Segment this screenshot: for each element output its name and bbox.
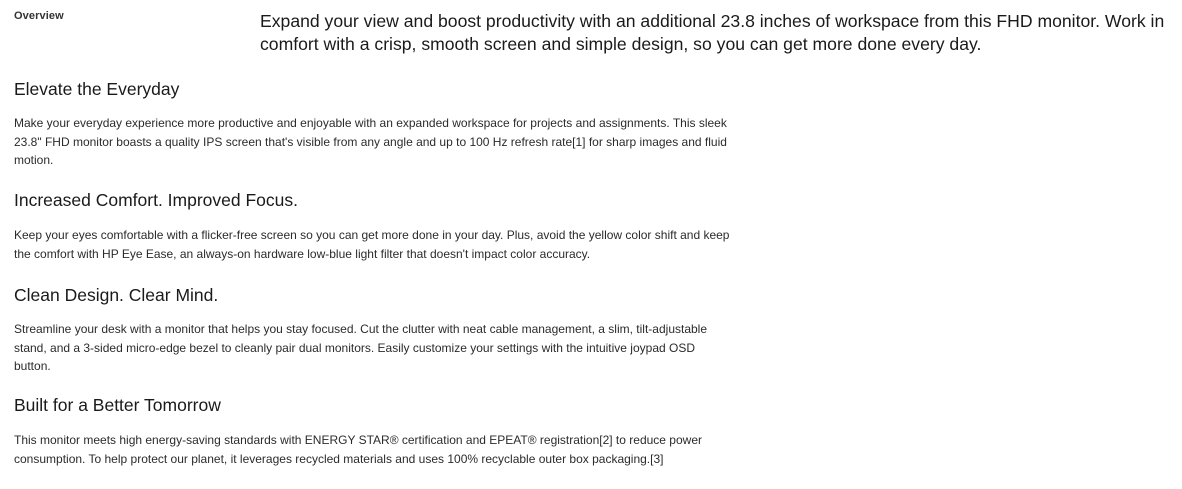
- section-heading: Clean Design. Clear Mind.: [14, 285, 219, 305]
- section-body: Keep your eyes comfortable with a flicker-free screen so you can get more done in your day. Plus, avoid the yellow color shift and keep the comfort with HP Eye Ease, an always-on hardware low-blue light filter that doesn't impact color accuracy.: [14, 228, 730, 261]
- overview-label: Overview: [14, 10, 64, 22]
- overview-text: Expand your view and boost productivity with an additional 23.8 inches of workspace from this FHD monitor. Work in comfort with a crisp, smooth screen and simple design, so you can get more done every day.: [260, 11, 1165, 54]
- section-heading: Built for a Better Tomorrow: [14, 395, 221, 415]
- section-heading: Increased Comfort. Improved Focus.: [14, 190, 298, 210]
- section-body: This monitor meets high energy-saving standards with ENERGY STAR® certification and EPEAT® registration[2] to reduce power consumption. To help protect our planet, it leverages recycled materials and uses 100% recyclable outer box packaging.[3]: [14, 433, 702, 466]
- feature-section-design: [14, 284, 734, 376]
- section-body: Make your everyday experience more productive and enjoyable with an expanded workspace for projects and assignments. This sleek 23.8" FHD monitor boasts a quality IPS screen that's visible from any angle and up to 100 Hz refresh rate[1] for sharp images and fluid motion.: [14, 116, 727, 167]
- section-heading: Elevate the Everyday: [14, 79, 180, 99]
- section-body: Streamline your desk with a monitor that helps you stay focused. Cut the clutter with neat cable management, a slim, tilt-adjustable stand, and a 3-sided micro-edge bezel to cleanly pair dual monitors. Easily customize your settings with the intuitive joypad OSD button.: [14, 322, 708, 373]
- feature-section-sustainability: [14, 394, 734, 468]
- feature-section-elevate: [14, 78, 734, 170]
- feature-section-comfort: [14, 189, 734, 263]
